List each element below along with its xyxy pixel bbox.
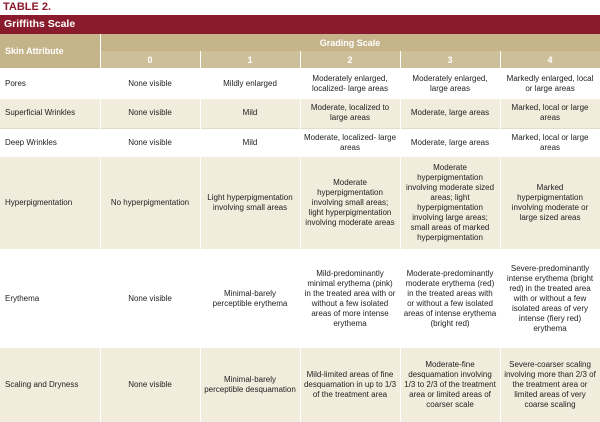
- table-row: [0, 348, 600, 422]
- table-row: [0, 157, 600, 249]
- attribute-cell: Hyperpigmentation: [0, 157, 100, 249]
- grade-cell: Markedly enlarged, local or large areas: [500, 68, 600, 99]
- attribute-cell: Superficial Wrinkles: [0, 99, 100, 128]
- grade-cell: Marked hyperpigmentation involving moderate or large sized areas: [500, 157, 600, 249]
- grade-cell: Moderate, localized to large areas: [300, 99, 400, 128]
- grade-cell: Minimal-barely perceptible erythema: [200, 249, 300, 348]
- grade-cell: Severe-predominantly intense erythema (bright red) in the treated area with or without a few isolated areas of very intense (fiery red) erythema: [500, 249, 600, 348]
- table-row: [0, 249, 600, 348]
- grade-header-4: 4: [500, 51, 600, 68]
- grade-cell: Moderate hyperpigmentation involving small areas; light hyperpigmentation involving moderate areas: [300, 157, 400, 249]
- table-row: [0, 99, 600, 128]
- grade-cell: Moderate, large areas: [400, 99, 500, 128]
- grade-cell: Moderately enlarged, large areas: [400, 68, 500, 99]
- grade-cell: Moderate, localized- large areas: [300, 128, 400, 157]
- grade-cell: Severe-coarser scaling involving more than 2/3 of the treatment area or limited areas of very coarse scaling: [500, 348, 600, 422]
- table-row: [0, 68, 600, 99]
- grade-cell: Light hyperpigmentation involving small areas: [200, 157, 300, 249]
- griffiths-table: [0, 34, 600, 422]
- grade-cell: Moderate-fine desquamation involving 1/3 to 2/3 of the treatment area or limited areas of coarser scale: [400, 348, 500, 422]
- grade-cell: None visible: [100, 348, 200, 422]
- table-title: Griffiths Scale: [0, 15, 600, 34]
- attribute-cell: Pores: [0, 68, 100, 99]
- grade-header-2: 2: [300, 51, 400, 68]
- table-label: TABLE 2.: [3, 1, 52, 13]
- grade-header-3: 3: [400, 51, 500, 68]
- grade-cell: Mild: [200, 99, 300, 128]
- grade-cell: Moderate hyperpigmentation involving moderate sized areas; light hyperpigmentation involving large areas; small areas of marked hyperpigmentation: [400, 157, 500, 249]
- grade-cell: None visible: [100, 128, 200, 157]
- grade-cell: Moderate, large areas: [400, 128, 500, 157]
- grading-scale-header: Grading Scale: [100, 34, 600, 51]
- grade-cell: Mild-predominantly minimal erythema (pink) in the treated area with or without a few isolated areas of more intense erythema: [300, 249, 400, 348]
- attribute-cell: Deep Wrinkles: [0, 128, 100, 157]
- grade-cell: Marked, local or large areas: [500, 128, 600, 157]
- grade-cell: Minimal-barely perceptible desquamation: [200, 348, 300, 422]
- skin-attribute-header: Skin Attribute: [0, 34, 100, 68]
- grade-cell: Moderate-predominantly moderate erythema (red) in the treated areas with or without a few isolated areas of intense erythema (bright red): [400, 249, 500, 348]
- grade-cell: None visible: [100, 99, 200, 128]
- grade-cell: None visible: [100, 68, 200, 99]
- grade-cell: None visible: [100, 249, 200, 348]
- grade-cell: Moderately enlarged, localized- large areas: [300, 68, 400, 99]
- grade-cell: Marked, local or large areas: [500, 99, 600, 128]
- grade-cell: Mildly enlarged: [200, 68, 300, 99]
- table-row: [0, 128, 600, 157]
- attribute-cell: Erythema: [0, 249, 100, 348]
- grade-header-0: 0: [100, 51, 200, 68]
- grade-cell: Mild: [200, 128, 300, 157]
- grade-cell: Mild-limited areas of fine desquamation in up to 1/3 of the treatment area: [300, 348, 400, 422]
- grade-cell: No hyperpigmentation: [100, 157, 200, 249]
- header-row: [0, 34, 600, 51]
- attribute-cell: Scaling and Dryness: [0, 348, 100, 422]
- grade-header-1: 1: [200, 51, 300, 68]
